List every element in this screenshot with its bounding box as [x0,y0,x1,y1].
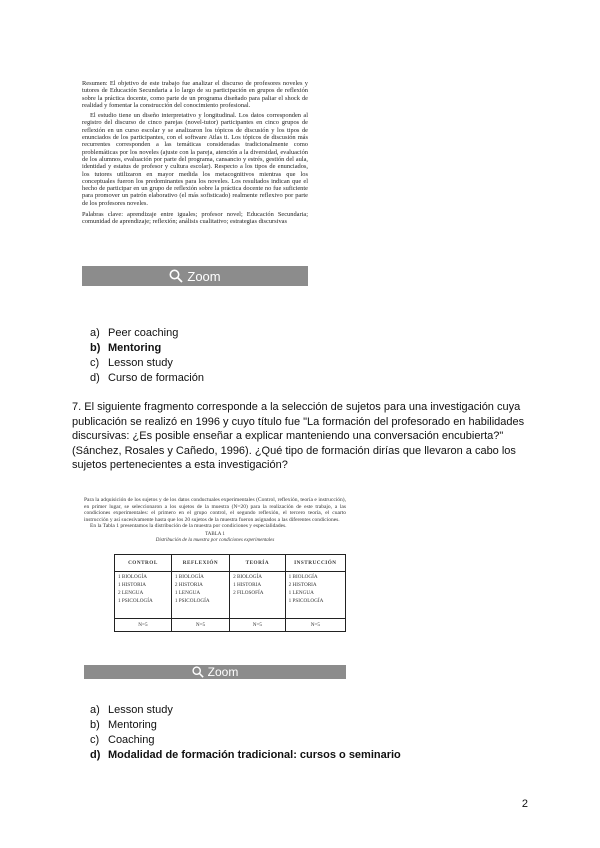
option-text: Mentoring [108,719,157,731]
question-7-text: 7. El siguiente fragmento corresponde a la selección de sujetos para una investigación cuya publicación se realizó en 1996 y cuyo título fue "La formación del profesorado en habilidades discursivas: ¿Es posible enseñar a explicar manteniendo una conversación encubierta?" [72,401,525,443]
question-7 [72,400,542,473]
excerpt-text: En la Tabla 1 presentamos la distribución de la muestra por condiciones y especialidades. [90,523,287,530]
page-number: 2 [521,798,528,810]
table-cell: 2 BIOLOGÍA 1 HISTORIA 2 FILOSOFÍA [230,571,286,618]
option-letter: c) [90,734,100,746]
option-letter: a) [90,704,100,716]
option-letter: b) [90,719,100,731]
table-header: INSTRUCCIÓN [285,554,345,571]
question-7-citation: (Sánchez, Rosales y Cañedo, 1996). ¿Qué tipo de formación dirías que llevaron a cabo los sujetos pertenecientes a esta investigación? [72,444,516,472]
option-text: Peer coaching [108,327,179,339]
magnifier-icon [169,269,183,283]
table-cell: 1 BIOLOGÍA 2 HISTORIA 1 LENGUA 1 PSICOLOGÍA [171,571,229,618]
option-text: Coaching [108,734,155,746]
zoom-button[interactable] [84,665,346,679]
option-letter: a) [90,327,100,339]
option-letter: d) [90,372,100,384]
zoom-label: Zoom [207,665,239,679]
answer-option[interactable] [90,356,204,371]
table-cell: 1 BIOLOGÍA 1 HISTORIA 2 LENGUA 1 PSICOLOGÍA [115,571,172,618]
sample-excerpt-image [84,497,346,665]
table-header: REFLEXIÓN [171,554,229,571]
table-caption: Distribución de la muestra por condiciones experimentales [155,537,275,543]
abstract-paragraph: Resumen: El objetivo de este trabajo fue analizar el discurso de profesores noveles y tutores de Educación Secundaria a lo largo de su participación en grupos de reflexión sobre la práctica docente, como parte de un programa diseñado para paliar el shock de realidad y fomentar la construcción del conocimiento profesional. [82,80,308,109]
answer-option[interactable] [90,341,204,356]
answer-option[interactable] [90,703,401,718]
table-cell: 1 BIOLOGÍA 2 HISTORIA 1 LENGUA 1 PSICOLOGÍA [285,571,345,618]
zoom-button[interactable] [82,266,308,286]
option-text: Lesson study [108,704,173,716]
answer-option[interactable] [90,718,401,733]
magnifier-icon [192,666,204,678]
table-total: N=5 [285,618,345,631]
answer-option[interactable] [90,733,401,748]
option-text: Modalidad de formación tradicional: cursos o seminario [108,749,401,761]
answer-option[interactable] [90,748,401,763]
option-letter: c) [90,357,100,369]
table-total: N=5 [115,618,172,631]
table-caption-title: TABLA 1 [205,531,225,537]
sample-table [114,554,346,632]
option-text: Curso de formación [108,372,204,384]
answer-option[interactable] [90,371,204,386]
zoom-label: Zoom [187,268,221,284]
excerpt-text: Para la adquisición de los sujetos y de los datos conductuales experimentales (Control, reflexión, teoría e instrucción), en primer lugar, se seleccionaron a los sujetos de la muestra (N=20) para la realización de este trabajo, a las condiciones experimentales: el primero en el grupo control, el segundo reflexión, el tercero teoría, el cuarto instrucción y así sucesivamente hasta que los 20 sujetos de la muestra fueron asignados a las diferentes condiciones. [84,497,346,523]
abstract-excerpt-image [82,80,308,270]
keywords-paragraph: Palabras clave: aprendizaje entre iguales; profesor novel; Educación Secundaria; comunidad de aprendizaje; reflexión; análisis cualitativo; estrategias discursivas [82,211,308,226]
abstract-paragraph: El estudio tiene un diseño interpretativo y longitudinal. Los datos corresponden al registro del discurso de cinco parejas (novel-tutor) participantes en cinco grupos de reflexión en un curso escolar y se analizaron los tópicos de discusión y los tipos de enunciados de los participantes, con el software Atlas ti. Los tópicos de discusión más recurrentes corresponden a las temáticas consideradas tradicionalmente como problemáticas por los noveles (ajuste con la pareja, atención a la diversidad, evaluación de los alumnos, evaluación por parte del programa, cansancio y estrés, gestión del aula, identidad y estatus de profesor y cultura escolar). Respecto a los tipos de enunciados, los tutores utilizaron en mayor medida los metacognitivos mientras que los conceptuales fueron los predominantes para los noveles. Los resultados indican que el hecho de participar en un grupo de reflexión sobre la práctica docente no fue suficiente para promover un patrón elaborativo (el más sofisticado) realmente reflexivo por parte de los profesores noveles. [82,112,308,207]
table-total: N=5 [230,618,286,631]
answer-option[interactable] [90,326,204,341]
option-letter: b) [90,342,101,354]
question-6-options [90,326,204,386]
question-7-options [90,703,401,763]
option-text: Mentoring [108,342,162,354]
option-text: Lesson study [108,357,173,369]
table-total: N=5 [171,618,229,631]
table-header: CONTROL [115,554,172,571]
table-header: TEORÍA [230,554,286,571]
option-letter: d) [90,749,101,761]
